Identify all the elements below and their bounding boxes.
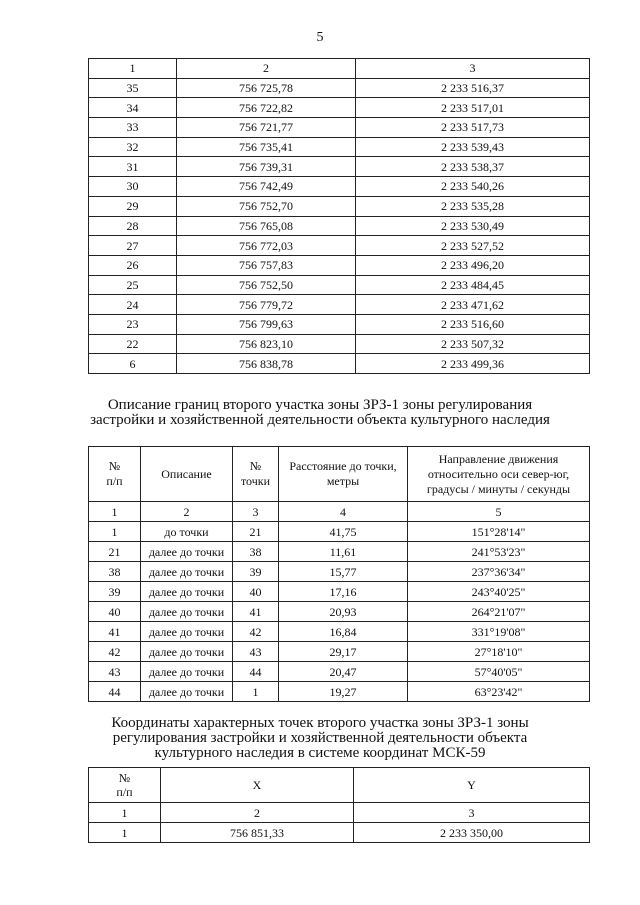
table-row xyxy=(89,196,590,216)
table-cell: 24 xyxy=(89,295,177,315)
table-cell: далее до точки xyxy=(141,662,233,682)
column-number-cell: 3 xyxy=(233,502,279,522)
table-row xyxy=(89,98,590,118)
table-row xyxy=(89,562,590,582)
table-cell: 11,61 xyxy=(279,542,408,562)
table-row xyxy=(89,823,590,843)
table-header-row xyxy=(89,768,590,803)
table-cell: 2 233 496,20 xyxy=(356,255,590,275)
table-header-row xyxy=(89,447,590,502)
column-number-cell: 4 xyxy=(279,502,408,522)
table-cell: 26 xyxy=(89,255,177,275)
page-number: 5 xyxy=(316,30,324,45)
column-number-cell: 2 xyxy=(161,803,354,823)
section3-heading-line3: культурного наследия в системе координат МСК-59 xyxy=(154,745,486,761)
table-cell: 2 233 350,00 xyxy=(354,823,590,843)
table-cell: 21 xyxy=(89,542,141,562)
column-number-cell: 2 xyxy=(177,59,356,79)
table-cell: далее до точки xyxy=(141,582,233,602)
table-cell: 42 xyxy=(89,642,141,662)
header-description: Описание xyxy=(141,447,233,502)
table-cell: далее до точки xyxy=(141,542,233,562)
table-cell: 41,75 xyxy=(279,522,408,542)
column-number-row xyxy=(89,502,590,522)
table-row xyxy=(89,334,590,354)
table-cell: 756 765,08 xyxy=(177,216,356,236)
table-cell: 39 xyxy=(233,562,279,582)
table-row xyxy=(89,177,590,197)
section3-heading-line2: регулирования застройки и хозяйственной деятельности объекта xyxy=(112,730,528,746)
table-row xyxy=(89,582,590,602)
table-cell: 21 xyxy=(233,522,279,542)
table-cell: 1 xyxy=(89,823,161,843)
column-number-row xyxy=(89,59,590,79)
column-number-cell: 5 xyxy=(408,502,590,522)
table-row xyxy=(89,662,590,682)
header-distance-line1: Расстояние до точки, xyxy=(289,459,397,473)
table-cell: 756 772,03 xyxy=(177,236,356,256)
header-num-line2: п/п xyxy=(116,785,133,799)
table-cell: 2 233 516,37 xyxy=(356,78,590,98)
table-row xyxy=(89,314,590,334)
header-distance xyxy=(279,447,408,502)
table-cell: 241°53'23" xyxy=(408,542,590,562)
header-x: X xyxy=(161,768,354,803)
table-cell: 331°19'08" xyxy=(408,622,590,642)
table-cell: 22 xyxy=(89,334,177,354)
section3-heading xyxy=(0,716,640,761)
table-cell: 38 xyxy=(89,562,141,582)
table-cell: 29,17 xyxy=(279,642,408,662)
table-cell: 756 752,70 xyxy=(177,196,356,216)
table-cell: 756 851,33 xyxy=(161,823,354,843)
table-cell: далее до точки xyxy=(141,642,233,662)
characteristic-points-table xyxy=(88,767,590,843)
table-row xyxy=(89,275,590,295)
table-cell: 756 757,83 xyxy=(177,255,356,275)
section2-heading xyxy=(0,398,640,428)
table-cell: 2 233 530,49 xyxy=(356,216,590,236)
table-row xyxy=(89,157,590,177)
table-cell: 2 233 471,62 xyxy=(356,295,590,315)
table-cell: 43 xyxy=(233,642,279,662)
table-cell: 27 xyxy=(89,236,177,256)
header-num-line1: № xyxy=(118,771,131,785)
table-cell: 2 233 484,45 xyxy=(356,275,590,295)
table-cell: 756 739,31 xyxy=(177,157,356,177)
table-row xyxy=(89,236,590,256)
table-cell: 756 823,10 xyxy=(177,334,356,354)
table-row xyxy=(89,216,590,236)
header-num xyxy=(89,447,141,502)
table-cell: 23 xyxy=(89,314,177,334)
column-number-cell: 2 xyxy=(141,502,233,522)
header-direction-line3: градусы / минуты / секунды xyxy=(426,481,571,496)
header-direction-line2: относительно оси север-юг, xyxy=(427,466,570,481)
table-cell: 25 xyxy=(89,275,177,295)
table-cell: 39 xyxy=(89,582,141,602)
table-row xyxy=(89,602,590,622)
table-cell: 32 xyxy=(89,137,177,157)
column-number-cell: 1 xyxy=(89,803,161,823)
table-row xyxy=(89,78,590,98)
header-num-line1: № xyxy=(108,459,121,473)
table-cell: 31 xyxy=(89,157,177,177)
table-row xyxy=(89,118,590,138)
table-cell: 20,93 xyxy=(279,602,408,622)
table-cell: 756 779,72 xyxy=(177,295,356,315)
table-cell: 34 xyxy=(89,98,177,118)
table-cell: 756 799,63 xyxy=(177,314,356,334)
table-cell: 2 233 499,36 xyxy=(356,354,590,374)
section3-heading-line1: Координаты характерных точек второго участка зоны ЗРЗ-1 зоны xyxy=(111,715,529,731)
table-cell: 42 xyxy=(233,622,279,642)
table-row xyxy=(89,542,590,562)
section2-heading-line1: Описание границ второго участка зоны ЗРЗ-1 зоны регулирования xyxy=(107,397,533,413)
coordinates-table-continued xyxy=(88,58,590,374)
column-number-cell: 1 xyxy=(89,502,141,522)
table-cell: 1 xyxy=(89,522,141,542)
header-y: Y xyxy=(354,768,590,803)
header-num-line2: п/п xyxy=(106,474,123,488)
header-point xyxy=(233,447,279,502)
section2-heading-line2: застройки и хозяйственной деятельности объекта культурного наследия xyxy=(90,412,550,428)
table-cell: 243°40'25" xyxy=(408,582,590,602)
table-cell: 63°23'42" xyxy=(408,682,590,702)
table-cell: далее до точки xyxy=(141,562,233,582)
header-distance-line2: метры xyxy=(326,474,360,488)
table-row xyxy=(89,622,590,642)
header-num xyxy=(89,768,161,803)
table-row xyxy=(89,682,590,702)
table-row xyxy=(89,137,590,157)
table-cell: 2 233 507,32 xyxy=(356,334,590,354)
table-cell: 41 xyxy=(233,602,279,622)
column-number-cell: 3 xyxy=(356,59,590,79)
table-cell: 19,27 xyxy=(279,682,408,702)
boundary-description-table xyxy=(88,446,590,702)
table-row xyxy=(89,354,590,374)
table-cell: 756 838,78 xyxy=(177,354,356,374)
table-row xyxy=(89,522,590,542)
table-row xyxy=(89,642,590,662)
table-cell: 35 xyxy=(89,78,177,98)
table-cell: 756 721,77 xyxy=(177,118,356,138)
column-number-cell: 3 xyxy=(354,803,590,823)
table-cell: 756 725,78 xyxy=(177,78,356,98)
header-direction-line1: Направление движения xyxy=(438,451,559,466)
table-cell: 2 233 516,60 xyxy=(356,314,590,334)
table-cell: 27°18'10" xyxy=(408,642,590,662)
table-cell: 2 233 539,43 xyxy=(356,137,590,157)
table-cell: 264°21'07" xyxy=(408,602,590,622)
table-cell: 17,16 xyxy=(279,582,408,602)
table-cell: 57°40'05" xyxy=(408,662,590,682)
table-cell: 2 233 540,26 xyxy=(356,177,590,197)
table-cell: 30 xyxy=(89,177,177,197)
table-cell: 41 xyxy=(89,622,141,642)
table-cell: 38 xyxy=(233,542,279,562)
table-row xyxy=(89,295,590,315)
table-cell: 29 xyxy=(89,196,177,216)
table-cell: 40 xyxy=(89,602,141,622)
table-cell: 1 xyxy=(233,682,279,702)
table-cell: 20,47 xyxy=(279,662,408,682)
table-cell: 16,84 xyxy=(279,622,408,642)
table-cell: 2 233 517,01 xyxy=(356,98,590,118)
table-cell: 15,77 xyxy=(279,562,408,582)
table-cell: 756 742,49 xyxy=(177,177,356,197)
table-cell: 151°28'14" xyxy=(408,522,590,542)
table-cell: 6 xyxy=(89,354,177,374)
table-cell: 237°36'34" xyxy=(408,562,590,582)
table-cell: 28 xyxy=(89,216,177,236)
table-cell: 2 233 517,73 xyxy=(356,118,590,138)
table-cell: 2 233 535,28 xyxy=(356,196,590,216)
column-number-cell: 1 xyxy=(89,59,177,79)
table-cell: 756 752,50 xyxy=(177,275,356,295)
table-cell: далее до точки xyxy=(141,622,233,642)
table-cell: 756 735,41 xyxy=(177,137,356,157)
table-cell: 44 xyxy=(89,682,141,702)
table-cell: 2 233 527,52 xyxy=(356,236,590,256)
table-cell: 44 xyxy=(233,662,279,682)
table-row xyxy=(89,255,590,275)
column-number-row xyxy=(89,803,590,823)
header-point-line2: точки xyxy=(240,474,271,488)
table-cell: 40 xyxy=(233,582,279,602)
table-cell: 2 233 538,37 xyxy=(356,157,590,177)
table-cell: далее до точки xyxy=(141,602,233,622)
table-cell: 43 xyxy=(89,662,141,682)
table-cell: до точки xyxy=(141,522,233,542)
table-cell: 33 xyxy=(89,118,177,138)
table-cell: 756 722,82 xyxy=(177,98,356,118)
header-direction xyxy=(408,447,590,502)
header-point-line1: № xyxy=(249,459,262,473)
table-cell: далее до точки xyxy=(141,682,233,702)
